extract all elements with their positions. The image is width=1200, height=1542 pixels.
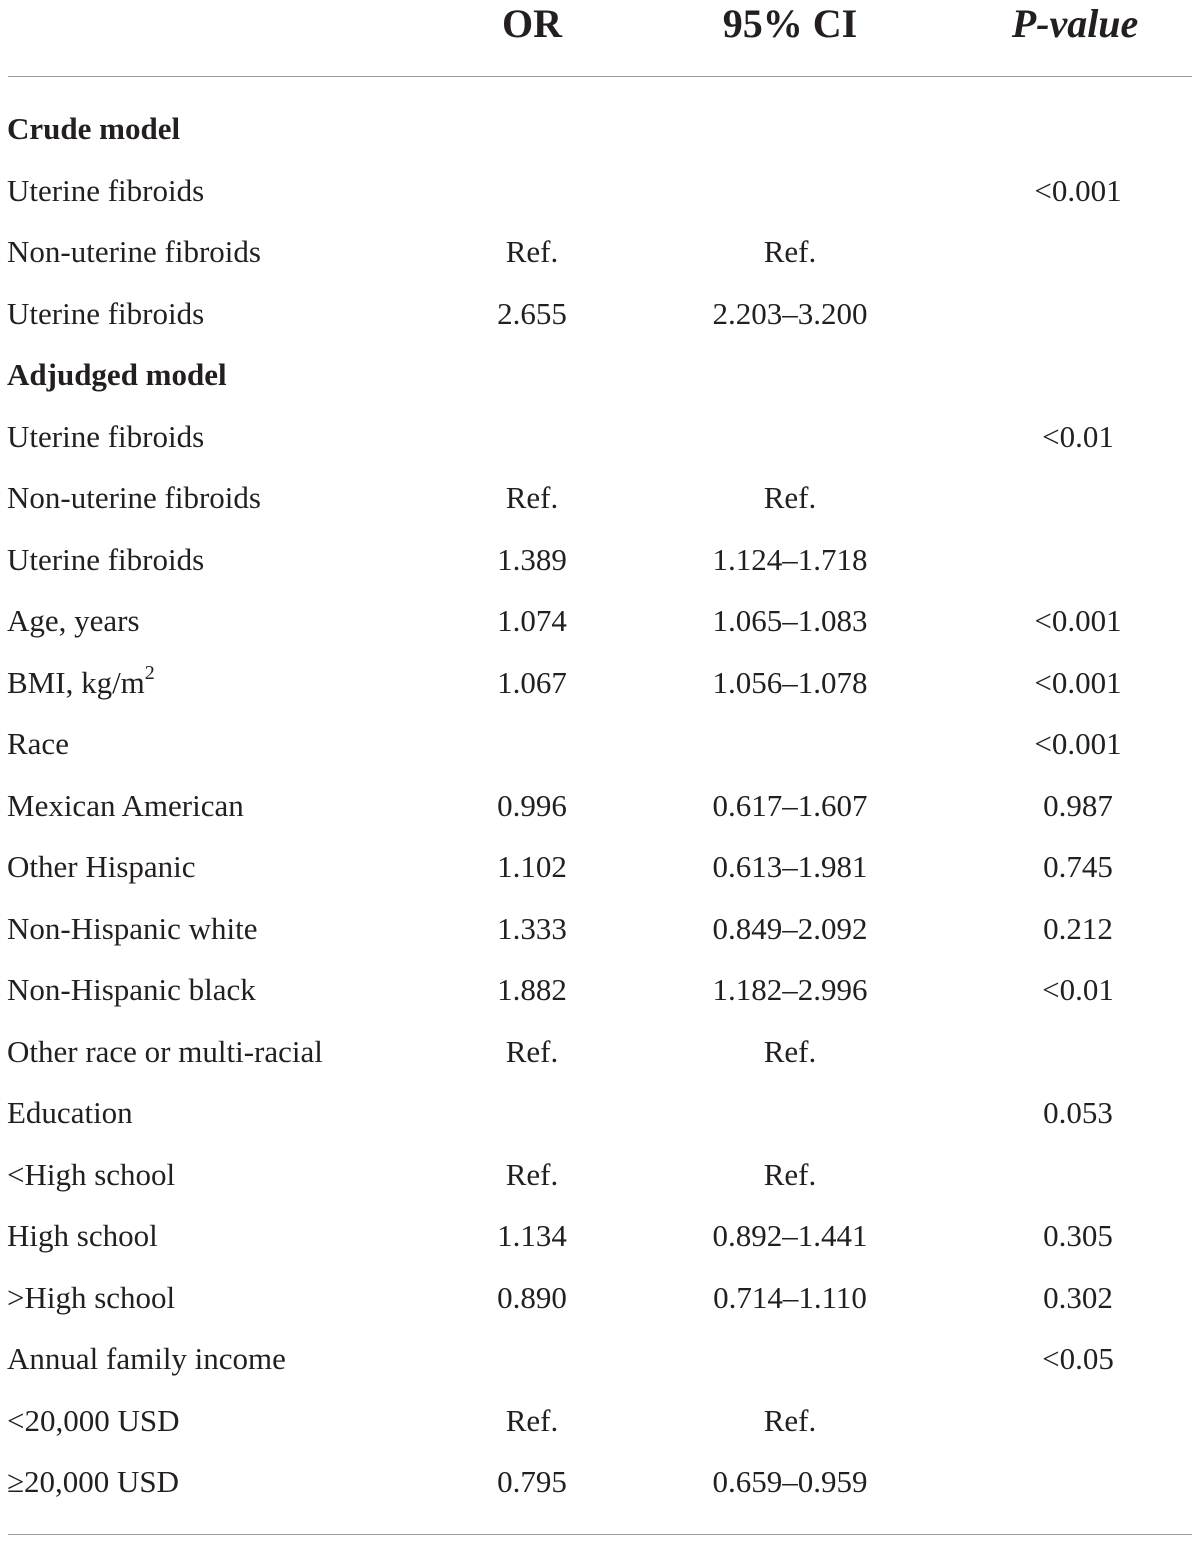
confidence-interval-cell: 0.613–1.981	[712, 849, 868, 884]
row-label-text: Non-uterine fibroids	[7, 480, 261, 515]
confidence-interval-cell: 0.892–1.441	[712, 1218, 868, 1253]
table-row	[0, 1267, 1200, 1329]
odds-ratio-cell	[470, 160, 594, 222]
odds-ratio-cell	[470, 344, 594, 406]
confidence-interval-cell: Ref.	[763, 1033, 817, 1069]
row-label-text: Uterine fibroids	[7, 541, 205, 577]
confidence-interval-cell	[680, 406, 900, 468]
odds-ratio-cell	[470, 713, 594, 775]
table-row	[0, 406, 1200, 468]
p-value-cell: <0.01	[1042, 972, 1114, 1007]
confidence-interval-cell: Ref.	[763, 1156, 817, 1192]
table-row	[0, 898, 1200, 960]
row-label	[7, 652, 155, 714]
row-label	[7, 959, 256, 1021]
table-row	[0, 283, 1200, 345]
odds-ratio-cell: 1.102	[497, 849, 567, 884]
confidence-interval-cell	[680, 1328, 900, 1390]
table-row	[0, 836, 1200, 898]
p-value-cell	[1000, 221, 1156, 283]
header-p-value: P-value	[1011, 1, 1139, 46]
confidence-interval-cell: 0.714–1.110	[713, 1279, 867, 1315]
table-row	[0, 1205, 1200, 1267]
table-header	[0, 0, 1200, 56]
confidence-interval-cell: 2.203–3.200	[712, 295, 868, 331]
row-label-text: Non-Hispanic white	[7, 910, 258, 946]
confidence-interval-cell: 1.124–1.718	[712, 541, 868, 577]
row-label	[7, 467, 261, 529]
section-heading-row	[0, 344, 1200, 406]
confidence-interval-cell: 0.617–1.607	[712, 787, 868, 823]
odds-ratio-cell: 1.067	[497, 664, 567, 700]
row-label	[7, 1082, 133, 1144]
confidence-interval-cell: 1.056–1.078	[712, 664, 868, 700]
p-value-cell	[1000, 467, 1156, 529]
row-label-text: <High school	[7, 1156, 176, 1192]
odds-ratio-cell: 1.134	[497, 1218, 567, 1253]
table-body	[0, 98, 1200, 1513]
confidence-interval-cell	[680, 344, 900, 406]
odds-ratio-cell	[470, 406, 594, 468]
bottom-divider	[8, 1534, 1192, 1535]
odds-ratio-cell: 0.996	[497, 787, 567, 823]
p-value-cell	[1000, 1144, 1156, 1206]
confidence-interval-cell: Ref.	[763, 234, 817, 269]
section-heading-row	[0, 98, 1200, 160]
table-row	[0, 221, 1200, 283]
row-label-text: High school	[7, 1218, 158, 1253]
row-label-text: Crude model	[7, 111, 181, 146]
p-value-cell: 0.212	[1043, 910, 1113, 946]
odds-ratio-cell: 1.389	[497, 541, 567, 577]
table-row	[0, 160, 1200, 222]
p-value-cell: <0.001	[1034, 603, 1122, 638]
row-label-text: Other Hispanic	[7, 849, 196, 884]
row-label-text: <20,000 USD	[7, 1402, 180, 1438]
confidence-interval-cell	[680, 1082, 900, 1144]
p-value-cell: 0.987	[1043, 787, 1113, 823]
row-label	[7, 1205, 158, 1267]
row-label	[7, 221, 261, 283]
table-row	[0, 1451, 1200, 1513]
row-label-text: Race	[7, 726, 69, 761]
table-row	[0, 775, 1200, 837]
confidence-interval-cell	[680, 713, 900, 775]
row-label	[7, 713, 69, 775]
table-row	[0, 1328, 1200, 1390]
p-value-cell: <0.001	[1034, 726, 1122, 761]
odds-ratio-cell: Ref.	[505, 1156, 559, 1192]
p-value-cell	[1000, 283, 1156, 345]
row-label	[7, 836, 196, 898]
row-label	[7, 406, 204, 468]
header-ci: 95% CI	[722, 1, 858, 46]
header-divider	[8, 76, 1192, 77]
row-label-text: Non-Hispanic black	[7, 972, 256, 1007]
p-value-cell	[1000, 1021, 1156, 1083]
table-row	[0, 467, 1200, 529]
odds-ratio-cell: Ref.	[505, 1402, 559, 1438]
p-value-cell: 0.305	[1043, 1218, 1113, 1253]
row-label-text: >High school	[7, 1279, 176, 1315]
odds-ratio-cell: 0.795	[497, 1464, 567, 1499]
row-label	[7, 283, 204, 345]
p-value-cell	[1000, 98, 1156, 160]
row-label-text: Age, years	[7, 603, 140, 638]
table-row	[0, 959, 1200, 1021]
table-row	[0, 1144, 1200, 1206]
row-label	[7, 1328, 286, 1390]
p-value-cell: 0.302	[1043, 1279, 1113, 1315]
odds-ratio-cell: 1.882	[497, 972, 567, 1007]
row-label	[7, 1267, 175, 1329]
odds-ratio-cell: Ref.	[505, 234, 559, 269]
row-label	[7, 898, 258, 960]
odds-ratio-cell: Ref.	[505, 480, 559, 515]
confidence-interval-cell	[680, 160, 900, 222]
row-label	[7, 590, 140, 652]
row-label-text: Mexican American	[7, 787, 244, 823]
p-value-cell: <0.01	[1042, 418, 1114, 454]
row-label-text: Adjudged model	[7, 357, 227, 392]
table-row	[0, 590, 1200, 652]
odds-ratio-cell: 1.333	[497, 910, 567, 946]
confidence-interval-cell	[680, 98, 900, 160]
confidence-interval-cell: 0.849–2.092	[712, 910, 868, 946]
odds-ratio-cell: Ref.	[505, 1033, 559, 1069]
row-label-text: ≥20,000 USD	[7, 1464, 180, 1499]
p-value-cell: <0.001	[1034, 172, 1122, 208]
row-label	[7, 1451, 179, 1513]
row-label-text: Uterine fibroids	[7, 295, 205, 331]
row-label-text: BMI, kg/m	[7, 664, 145, 700]
section-heading	[7, 344, 227, 406]
header-or: OR	[502, 1, 562, 46]
table-row	[0, 529, 1200, 591]
odds-ratio-cell: 2.655	[497, 295, 567, 331]
table-row	[0, 1021, 1200, 1083]
row-label-text: Non-uterine fibroids	[7, 234, 261, 269]
odds-ratio-cell: 0.890	[497, 1279, 567, 1315]
odds-ratio-cell	[470, 1328, 594, 1390]
odds-ratio-cell: 1.074	[497, 603, 567, 638]
row-label-text: Other race or multi-racial	[7, 1033, 323, 1069]
row-label	[7, 160, 204, 222]
row-label-text: Annual family income	[7, 1341, 286, 1376]
p-value-cell: 0.745	[1043, 849, 1113, 884]
table-row	[0, 1390, 1200, 1452]
row-label	[7, 1390, 180, 1452]
confidence-interval-cell: 1.065–1.083	[712, 603, 868, 638]
confidence-interval-cell: 0.659–0.959	[712, 1464, 868, 1499]
odds-ratio-cell	[470, 98, 594, 160]
p-value-cell	[1000, 344, 1156, 406]
confidence-interval-cell: 1.182–2.996	[712, 972, 868, 1007]
p-value-cell: <0.001	[1034, 664, 1122, 700]
row-label	[7, 775, 244, 837]
row-label-superscript: 2	[144, 662, 155, 685]
p-value-cell	[1000, 529, 1156, 591]
confidence-interval-cell: Ref.	[763, 1402, 817, 1438]
section-heading	[7, 98, 180, 160]
p-value-cell	[1000, 1451, 1156, 1513]
row-label-text: Uterine fibroids	[7, 418, 205, 454]
p-value-cell	[1000, 1390, 1156, 1452]
confidence-interval-cell: Ref.	[763, 480, 817, 515]
row-label	[7, 1021, 323, 1083]
row-label	[7, 529, 204, 591]
table-row	[0, 713, 1200, 775]
row-label-text: Uterine fibroids	[7, 172, 205, 208]
odds-ratio-cell	[470, 1082, 594, 1144]
p-value-cell: <0.05	[1042, 1341, 1114, 1376]
row-label-text: Education	[7, 1095, 133, 1130]
table-row	[0, 652, 1200, 714]
table-row	[0, 1082, 1200, 1144]
row-label	[7, 1144, 175, 1206]
p-value-cell: 0.053	[1043, 1095, 1113, 1130]
